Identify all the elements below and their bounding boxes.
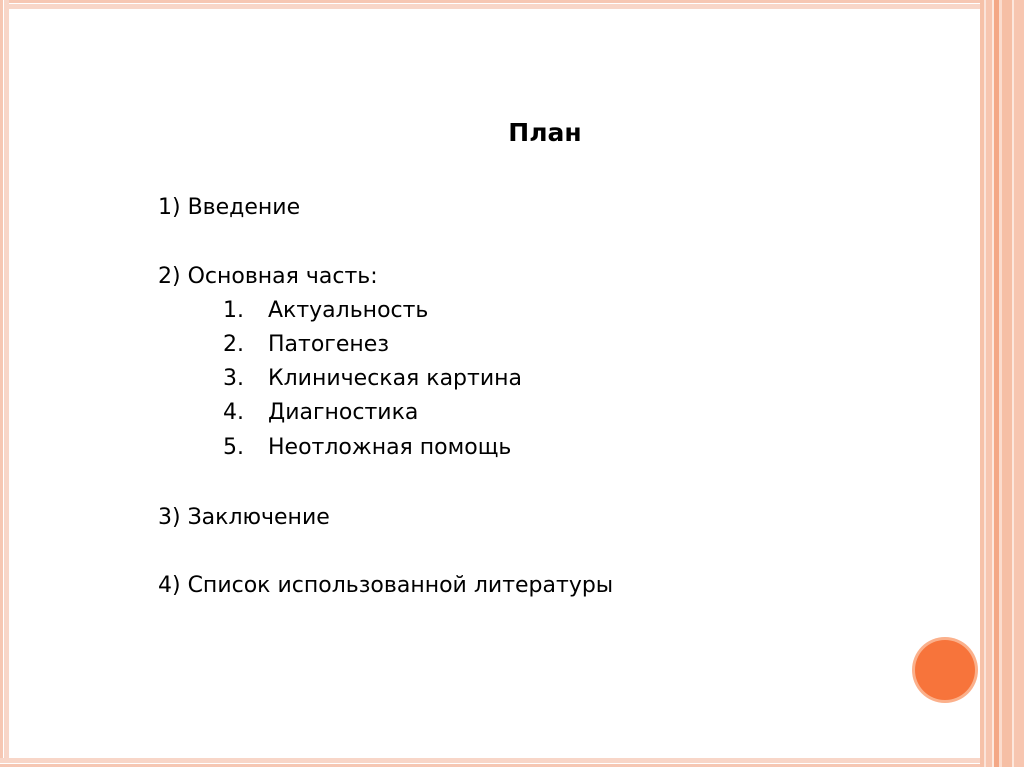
plan-item-references: 4) Список использованной литературы bbox=[158, 573, 614, 598]
decorative-border-left bbox=[0, 0, 9, 767]
decorative-border-top bbox=[0, 0, 984, 9]
subitem-text: Диагностика bbox=[268, 400, 419, 425]
slide-title: План bbox=[508, 118, 582, 147]
subitem-number: 4. bbox=[223, 400, 244, 425]
decorative-border-bottom bbox=[0, 758, 984, 767]
subitem-text: Актуальность bbox=[268, 298, 429, 323]
decorative-stripes-right bbox=[980, 0, 1024, 767]
subitem-number: 1. bbox=[223, 298, 244, 323]
decorative-circle-icon bbox=[915, 640, 975, 700]
subitem-number: 3. bbox=[223, 366, 244, 391]
plan-item-intro: 1) Введение bbox=[158, 195, 301, 220]
subitem-text: Клиническая картина bbox=[268, 366, 522, 391]
subitem-text: Патогенез bbox=[268, 332, 390, 357]
plan-item-conclusion: 3) Заключение bbox=[158, 505, 330, 530]
subitem-number: 2. bbox=[223, 332, 244, 357]
plan-item-main: 2) Основная часть: bbox=[158, 264, 378, 289]
subitem-text: Неотложная помощь bbox=[268, 435, 512, 460]
subitem-number: 5. bbox=[223, 435, 244, 460]
